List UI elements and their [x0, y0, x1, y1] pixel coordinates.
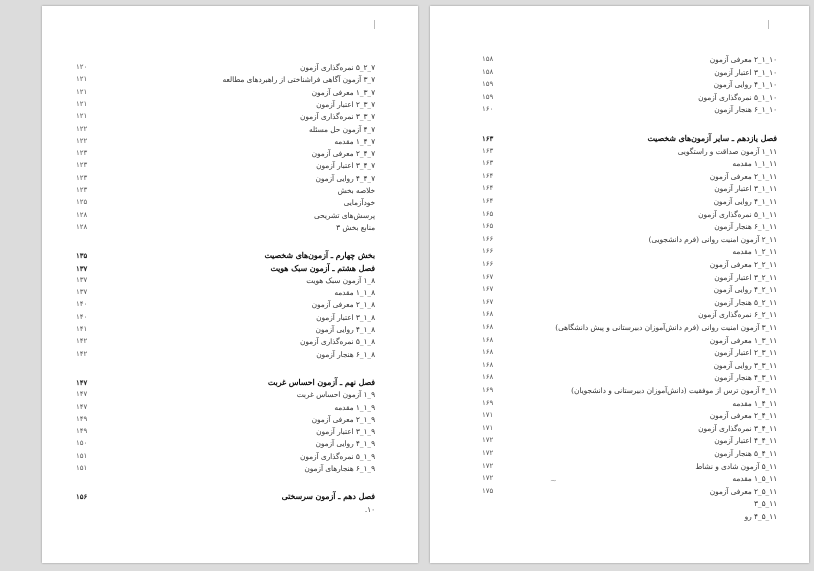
toc-heading-row	[430, 133, 809, 144]
toc-section-title: ۱۱_۲_۵ هنجار آزمون	[714, 297, 777, 307]
toc-section-title: ۹_۱_۳ اعتبار آزمون	[316, 427, 375, 437]
toc-page-number: ۱۲۱	[76, 99, 88, 108]
toc-entry-row	[42, 62, 418, 73]
toc-entry-row	[42, 349, 418, 360]
toc-page-number: ۱۶۹	[482, 398, 494, 407]
toc-entry-row	[430, 385, 809, 396]
toc-entry-row	[430, 473, 809, 484]
toc-section-title: ۸_۱_۴ روایی آزمون	[315, 325, 375, 334]
toc-entry-row	[42, 504, 418, 515]
toc-page-number: ۱۶۹	[482, 386, 494, 394]
toc-entry-row	[42, 275, 418, 286]
toc-entry-row	[430, 360, 809, 371]
toc-page-number: ۱۴۲	[76, 337, 88, 346]
toc-entry-row	[42, 222, 418, 233]
toc-page-number: ۱۷۵	[482, 486, 494, 495]
toc-page-number: ۱۶۴	[482, 197, 494, 205]
toc-section-title: ۷_۳_۳ نمره‌گذاری آزمون	[300, 112, 375, 122]
toc-entry-row	[430, 347, 809, 358]
toc-entry-row	[430, 259, 809, 270]
toc-page-number: ۱۲۲	[76, 124, 88, 133]
toc-page-number: ۱۶۴	[482, 171, 494, 180]
toc-entry-row	[42, 451, 418, 462]
toc-section-title: ۷_۴_۳ اعتبار آزمون	[316, 161, 375, 171]
toc-section-title: ۱۱_۲_۱ مقدمه	[732, 247, 777, 257]
toc-page-number: ۱۶۳	[482, 159, 494, 168]
toc-entry-row	[430, 171, 809, 182]
toc-chapter-title: بخش چهارم ـ آزمون‌های شخصیت	[264, 251, 375, 261]
toc-page-number: ۱۶۸	[482, 360, 494, 369]
toc-page-number: ۱۷۲	[482, 449, 494, 457]
toc-page-number: ۱۶۵	[482, 222, 494, 231]
page-corner-mark	[768, 20, 769, 29]
toc-page-number: ۱۴۹	[76, 427, 88, 436]
toc-entry-row	[430, 79, 809, 90]
toc-entry-row	[42, 312, 418, 323]
toc-section-title: ۸_۱_۱ مقدمه	[334, 288, 375, 298]
toc-page-number: ۱۶۸	[482, 335, 494, 344]
toc-entry-row	[430, 372, 809, 383]
toc-entry-row	[42, 111, 418, 122]
toc-entry-row	[42, 402, 418, 413]
toc-chapter-title: فصل نهم ـ آزمون احساس غربت	[267, 377, 375, 387]
toc-entry-row	[430, 209, 809, 220]
toc-section-title: ۱۱_۵_۲ معرفی آزمون	[709, 486, 777, 496]
toc-section-title: ۱۱_۲_۴ روایی آزمون	[713, 285, 777, 295]
toc-page-number: ۱۲۳	[76, 173, 88, 182]
toc-entry-row	[42, 438, 418, 449]
toc-page-number: ۱۶۷	[482, 272, 494, 281]
toc-page-number: ۱۲۳	[76, 149, 88, 158]
toc-chapter-title: فصل یازدهم ـ سایر آزمون‌های شخصیت	[647, 134, 777, 143]
toc-entry-row	[430, 146, 809, 157]
toc-section-title: ۸_۱_۵ نمره‌گذاری آزمون	[300, 337, 375, 347]
toc-section-title: ۹_۱_۱ مقدمه	[334, 402, 375, 412]
toc-section-title: ۱۱_۱ آزمون صداقت و راستگویی	[677, 146, 777, 156]
toc-entry-row	[430, 67, 809, 78]
toc-section-title: ۱۱_۱_۱ مقدمه	[732, 159, 777, 169]
toc-page-number: ۱۳۷	[76, 288, 88, 297]
toc-section-title: ۱۱_۱_۲ معرفی آزمون	[709, 171, 777, 181]
toc-entry-row	[430, 246, 809, 257]
toc-section-title: ۱۱_۴_۱ مقدمه	[732, 398, 777, 408]
toc-entry-row	[430, 423, 809, 434]
toc-section-title: ۷_۴_۴ روایی آزمون	[315, 173, 375, 183]
toc-page-number: ۱۶۷	[482, 297, 494, 306]
toc-entry-row	[430, 92, 809, 103]
toc-section-title: ۱۱_۱_۴ روایی آزمون	[713, 197, 777, 206]
toc-page-number: ۱۶۷	[482, 285, 494, 294]
toc-page-number: ۱۲۰	[76, 63, 88, 71]
toc-heading-row	[42, 377, 418, 388]
toc-section-title: ۱۱_۵ آزمون شادی و نشاط	[695, 461, 777, 471]
toc-section-title: ۱۱_۵_۳	[754, 499, 777, 509]
toc-section-title: ۷_۲_۵ نمره‌گذاری آزمون	[300, 63, 375, 72]
right-document-page	[430, 6, 809, 563]
toc-entry-row	[430, 221, 809, 232]
toc-page-number: ۱۶۸	[482, 310, 494, 319]
toc-entry-row	[430, 511, 809, 522]
toc-entry-row	[430, 234, 809, 245]
toc-entry-row	[430, 435, 809, 446]
toc-entry-row	[430, 410, 809, 421]
toc-entry-row	[430, 272, 809, 283]
toc-section-title: ۱۱_۱_۵ نمره‌گذاری آزمون	[698, 209, 777, 219]
toc-page-number: ۱۶۸	[482, 348, 494, 357]
toc-section-title: ۷_۴_۲ معرفی آزمون	[311, 149, 375, 159]
toc-entry-row	[42, 210, 418, 221]
toc-page-number: ۱۵۶	[76, 492, 88, 502]
toc-section-title: ۷_۳ آزمون آگاهی فراشناختی از راهبردهای مطالعه	[222, 75, 375, 85]
toc-entry-row	[430, 284, 809, 295]
toc-entry-row	[430, 398, 809, 409]
toc-section-title: ۱۱_۱_۳ اعتبار آزمون	[714, 184, 777, 194]
toc-chapter-title: فصل دهم ـ آزمون سرسختی	[281, 492, 375, 502]
toc-entry-row	[42, 336, 418, 347]
toc-page-number: ۱۷۲	[482, 461, 494, 470]
toc-section-title: ۱۱_۳_۱ معرفی آزمون	[709, 335, 777, 345]
toc-entry-row	[42, 414, 418, 425]
toc-entry-row	[42, 185, 418, 196]
toc-entry-row	[42, 173, 418, 184]
toc-entry-row	[42, 287, 418, 298]
toc-page-number: ۱۵۸	[482, 55, 494, 63]
toc-section-title: خودآزمایی	[343, 198, 375, 208]
toc-section-title: ۱۱_۴_۴ اعتبار آزمون	[714, 436, 777, 446]
toc-page-number: ۱۳۷	[76, 275, 88, 284]
toc-page-number: ۱۴۷	[76, 377, 88, 387]
toc-entry-row	[430, 183, 809, 194]
toc-page-number: ۱۶۳	[482, 146, 494, 155]
toc-entry-row	[42, 324, 418, 335]
toc-section-title: ۱۱_۳_۴ هنجار آزمون	[714, 373, 777, 383]
toc-section-title: ۱۱_۴_۵ هنجار آزمون	[714, 449, 777, 458]
toc-page-number: ۱۵۹	[482, 80, 494, 89]
toc-page-number: ۱۳۷	[76, 263, 88, 273]
toc-entry-row	[430, 196, 809, 207]
toc-page-number: ۱۲۸	[76, 222, 88, 231]
toc-section-title: ۸_۱ آزمون سبک هویت	[306, 275, 375, 285]
toc-section-title: ۷_۳_۱ معرفی آزمون	[311, 87, 375, 97]
toc-page-number: ۱۶۸	[482, 373, 494, 382]
toc-page-number: ۱۵۱	[76, 451, 88, 460]
toc-section-title: ۸_۱_۲ معرفی آزمون	[311, 300, 375, 310]
toc-entry-row	[42, 99, 418, 110]
toc-entry-row	[430, 322, 809, 333]
toc-page-number: ۱۶۴	[482, 184, 494, 193]
toc-chapter-title: فصل هشتم ـ آزمون سبک هویت	[270, 263, 375, 273]
toc-section-title: ۹_۱_۴ روایی آزمون	[315, 439, 375, 449]
toc-section-title: ۸_۱_۶ هنجار آزمون	[316, 349, 375, 359]
toc-section-title: ۱۰_۱_۲ معرفی آزمون	[709, 55, 777, 64]
toc-section-title: ۷_۳_۲ اعتبار آزمون	[316, 99, 375, 109]
toc-entry-row	[42, 87, 418, 98]
toc-entry-row	[430, 158, 809, 169]
toc-section-title: ۱۱_۵_۱ مقدمه	[732, 474, 777, 484]
toc-page-number: ۱۷۱	[482, 411, 494, 420]
toc-page-number: ۱۷۱	[482, 423, 494, 432]
page-ornament-mark: ~	[550, 476, 557, 485]
toc-page-number: ۱۶۰	[482, 105, 494, 114]
toc-entry-row	[430, 104, 809, 115]
toc-entry-row	[42, 148, 418, 159]
toc-page-number: ۱۲۲	[76, 136, 88, 145]
toc-section-title: ۱۰_۱_۵ نمره‌گذاری آزمون	[698, 92, 777, 102]
toc-page-number: ۱۷۲	[482, 436, 494, 445]
toc-page-number: ۱۴۱	[76, 325, 88, 333]
toc-section-title: پرسش‌های تشریحی	[314, 210, 375, 220]
toc-section-title: ۹_۱ آزمون احساس غربت	[296, 390, 375, 400]
toc-section-title: خلاصه بخش	[337, 186, 375, 195]
toc-section-title: ۷_۴_۱ مقدمه	[334, 136, 375, 146]
toc-section-title: ۷_۴ آزمون حل مسئله	[308, 124, 375, 134]
toc-section-title: ۹_۱_۲ معرفی آزمون	[311, 414, 375, 424]
toc-page-number: ۱۶۶	[482, 234, 494, 243]
toc-entry-row	[430, 297, 809, 308]
toc-page-number: ۱۵۹	[482, 92, 494, 101]
toc-section-title: ۱۱_۲_۳ اعتبار آزمون	[714, 272, 777, 282]
toc-page-number: ۱۶۸	[482, 323, 494, 331]
toc-page-number: ۱۲۱	[76, 75, 88, 84]
toc-section-title: منابع بخش ۳	[336, 222, 375, 232]
toc-page-number: ۱۶۶	[482, 247, 494, 256]
toc-section-title: ۱۱_۳_۲ اعتبار آزمون	[714, 348, 777, 358]
toc-section-title: ۱۱_۴_۳ نمره‌گذاری آزمون	[698, 423, 777, 433]
toc-entry-row	[430, 309, 809, 320]
toc-entry-row	[430, 486, 809, 497]
toc-entry-row	[42, 389, 418, 400]
toc-page-number: ۱۷۲	[482, 474, 494, 483]
toc-section-title: ۱۰_۱_۴ روایی آزمون	[713, 80, 777, 90]
toc-page-number: ۱۴۲	[76, 349, 88, 358]
toc-entry-row	[42, 299, 418, 310]
toc-entry-row	[42, 160, 418, 171]
toc-page-number: ۱۴۹	[76, 414, 88, 423]
toc-page-number: ۱۶۶	[482, 260, 494, 268]
toc-entry-row	[42, 74, 418, 85]
toc-page-number: ۱۴۷	[76, 402, 88, 411]
toc-section-title: ۱۱_۲_۲ معرفی آزمون	[709, 260, 777, 269]
toc-entry-row	[430, 335, 809, 346]
toc-page-number: ۱۲۳	[76, 186, 88, 194]
toc-section-title: ۱۱_۴_۲ معرفی آزمون	[709, 411, 777, 421]
toc-section-title: ۱۱_۲_۶ نمره‌گذاری آزمون	[698, 310, 777, 320]
toc-section-title: ۱۰_۱_۶ هنجار آزمون	[714, 105, 777, 115]
toc-entry-row	[42, 197, 418, 208]
toc-page-number: ۱۵۰	[76, 439, 88, 448]
toc-section-title: ۱۰.	[364, 504, 375, 514]
toc-section-title: ۱۱_۳ آزمون امنیت روانی (فرم دانش‌آموزان دبیرستانی و پیش دانشگاهی)	[555, 323, 777, 332]
toc-page-number: ۱۴۷	[76, 390, 88, 399]
toc-entry-row	[430, 448, 809, 459]
toc-section-title: ۹_۱_۵ نمره‌گذاری آزمون	[300, 451, 375, 461]
toc-entry-row	[42, 426, 418, 437]
toc-section-title: ۱۱_۱_۶ هنجار آزمون	[714, 222, 777, 232]
toc-page-number: ۱۵۱	[76, 464, 88, 472]
toc-heading-row	[42, 250, 418, 261]
toc-section-title: ۸_۱_۳ اعتبار آزمون	[316, 312, 375, 322]
toc-entry-row	[42, 463, 418, 474]
toc-entry-row	[42, 136, 418, 147]
toc-page-number: ۱۴۰	[76, 312, 88, 321]
toc-heading-row	[42, 491, 418, 502]
toc-entry-row	[430, 461, 809, 472]
left-document-page	[42, 6, 418, 563]
toc-section-title: ۱۱_۵_۴ رو	[744, 512, 777, 521]
toc-section-title: ۱۱_۲ آزمون امنیت روانی (فرم دانشجویی)	[648, 234, 777, 244]
toc-page-number: ۱۲۸	[76, 210, 88, 219]
toc-page-number: ۱۲۱	[76, 112, 88, 121]
page-corner-mark	[374, 20, 375, 29]
toc-section-title: ۹_۱_۶ هنجارهای آزمون	[304, 464, 375, 473]
toc-page-number: ۱۴۰	[76, 300, 88, 309]
toc-entry-row	[42, 124, 418, 135]
toc-page-number: ۱۲۱	[76, 87, 88, 96]
toc-section-title: ۱۱_۳_۳ روایی آزمون	[713, 360, 777, 370]
toc-page-number: ۱۶۳	[482, 134, 494, 143]
toc-heading-row	[42, 263, 418, 274]
toc-page-number: ۱۵۸	[482, 67, 494, 76]
toc-page-number: ۱۲۵	[76, 198, 88, 207]
toc-page-number: ۱۲۳	[76, 161, 88, 170]
toc-page-number: ۱۳۵	[76, 251, 88, 261]
toc-page-number: ۱۶۵	[482, 209, 494, 218]
toc-section-title: ۱۰_۱_۳ اعتبار آزمون	[714, 67, 777, 77]
toc-entry-row	[430, 54, 809, 65]
toc-entry-row	[430, 498, 809, 509]
toc-section-title: ۱۱_۴ آزمون ترس از موفقیت (دانش‌آموزان دبیرستانی و دانشجویان)	[571, 386, 777, 395]
